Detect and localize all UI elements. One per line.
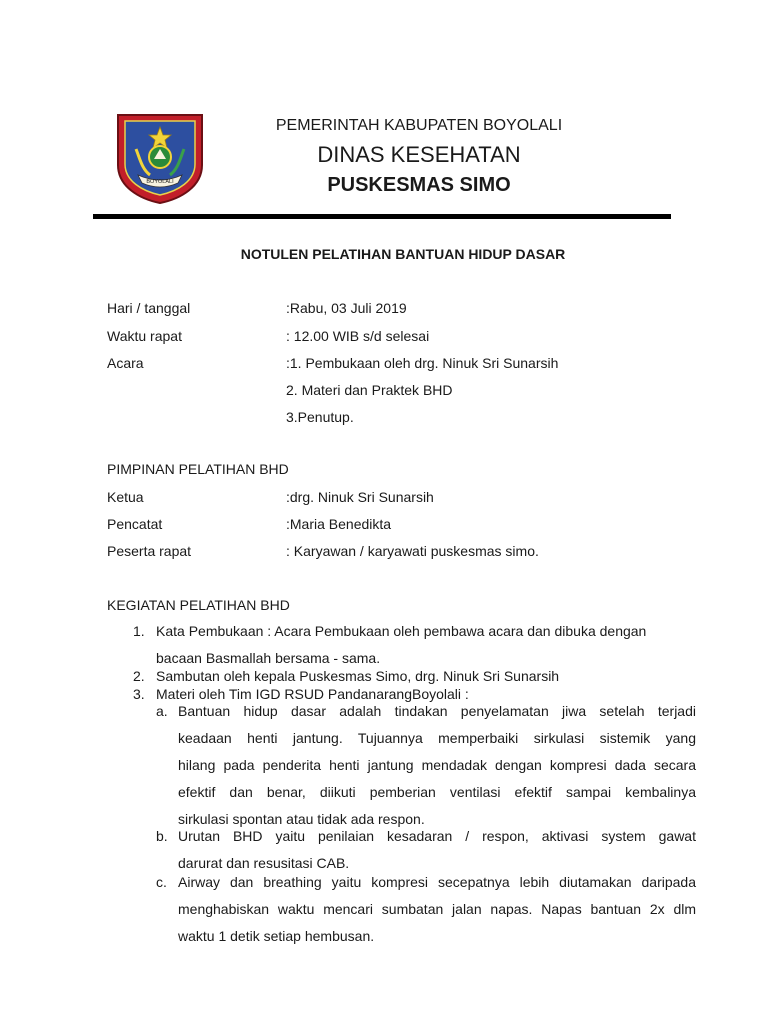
sublist-line: Airway dan breathing yaitu kompresi secepatnya lebih diutamakan daripada <box>178 874 696 890</box>
time-label: Waktu rapat <box>107 328 182 344</box>
sublist-line: sirkulasi spontan atau tidak ada respon. <box>178 811 425 827</box>
sublist-line: darurat dan resusitasi CAB. <box>178 855 350 871</box>
time-value: : 12.00 WIB s/d selesai <box>286 328 430 344</box>
sublist-line: waktu 1 detik setiap hembusan. <box>178 928 375 944</box>
sublist-letter: a. <box>156 703 168 719</box>
institution-name: PUSKESMAS SIMO <box>327 174 511 196</box>
agenda-item: :1. Pembukaan oleh drg. Ninuk Sri Sunarsih <box>286 355 559 371</box>
list-item-line: Sambutan oleh kepala Puskesmas Simo, drg. Ninuk Sri Sunarsih <box>156 668 560 684</box>
sublist-line: menghabiskan waktu mencari sumbatan jalan napas. Napas bantuan 2x dlm <box>178 901 696 917</box>
list-item-line: Kata Pembukaan : Acara Pembukaan oleh pembawa acara dan dibuka dengan <box>156 623 647 639</box>
list-number: 2. <box>133 668 145 684</box>
list-number: 3. <box>133 686 145 702</box>
government-name: PEMERINTAH KABUPATEN BOYOLALI <box>275 117 563 134</box>
sublist-line: keadaan henti jantung. Tujuannya memperbaiki sirkulasi sistemik yang <box>178 730 696 746</box>
chair-value: :drg. Ninuk Sri Sunarsih <box>286 489 434 505</box>
secretary-value: :Maria Benedikta <box>286 516 392 532</box>
boyolali-coat-of-arms <box>116 113 204 205</box>
date-label: Hari / tanggal <box>107 300 191 316</box>
sublist-letter: c. <box>156 874 167 890</box>
agenda-item: 2. Materi dan Praktek BHD <box>286 382 453 398</box>
sublist-line: efektif dan benar, diikuti pemberian ventilasi efektif sampai kembalinya <box>178 784 696 800</box>
agenda-item: 3.Penutup. <box>286 409 354 425</box>
letterhead <box>224 116 614 198</box>
sublist-line: Urutan BHD yaitu penilaian kesadaran / respon, aktivasi system gawat <box>178 828 696 844</box>
date-value: :Rabu, 03 Juli 2019 <box>286 300 407 316</box>
chair-label: Ketua <box>107 489 144 505</box>
leadership-heading: PIMPINAN PELATIHAN BHD <box>107 461 289 477</box>
activities-heading: KEGIATAN PELATIHAN BHD <box>107 597 290 613</box>
svg-text:BOYOLALI: BOYOLALI <box>146 179 174 185</box>
sublist-letter: b. <box>156 828 168 844</box>
agenda-label: Acara <box>107 355 144 371</box>
list-number: 1. <box>133 623 145 639</box>
list-item-line: bacaan Basmallah bersama - sama. <box>156 650 381 666</box>
sublist-line: Bantuan hidup dasar adalah tindakan penyelamatan jiwa setelah terjadi <box>178 703 696 719</box>
sublist-line: hilang pada penderita henti jantung mendadak dengan kompresi dada secara <box>178 757 696 773</box>
list-item-line: Materi oleh Tim IGD RSUD PandanarangBoyolali : <box>156 686 469 702</box>
department-name: DINAS KESEHATAN <box>317 142 521 167</box>
secretary-label: Pencatat <box>107 516 163 532</box>
participants-label: Peserta rapat <box>107 543 192 559</box>
document-title: NOTULEN PELATIHAN BANTUAN HIDUP DASAR <box>240 246 566 262</box>
participants-value: : Karyawan / karyawati puskesmas simo. <box>286 543 539 559</box>
letterhead-divider <box>93 214 671 219</box>
